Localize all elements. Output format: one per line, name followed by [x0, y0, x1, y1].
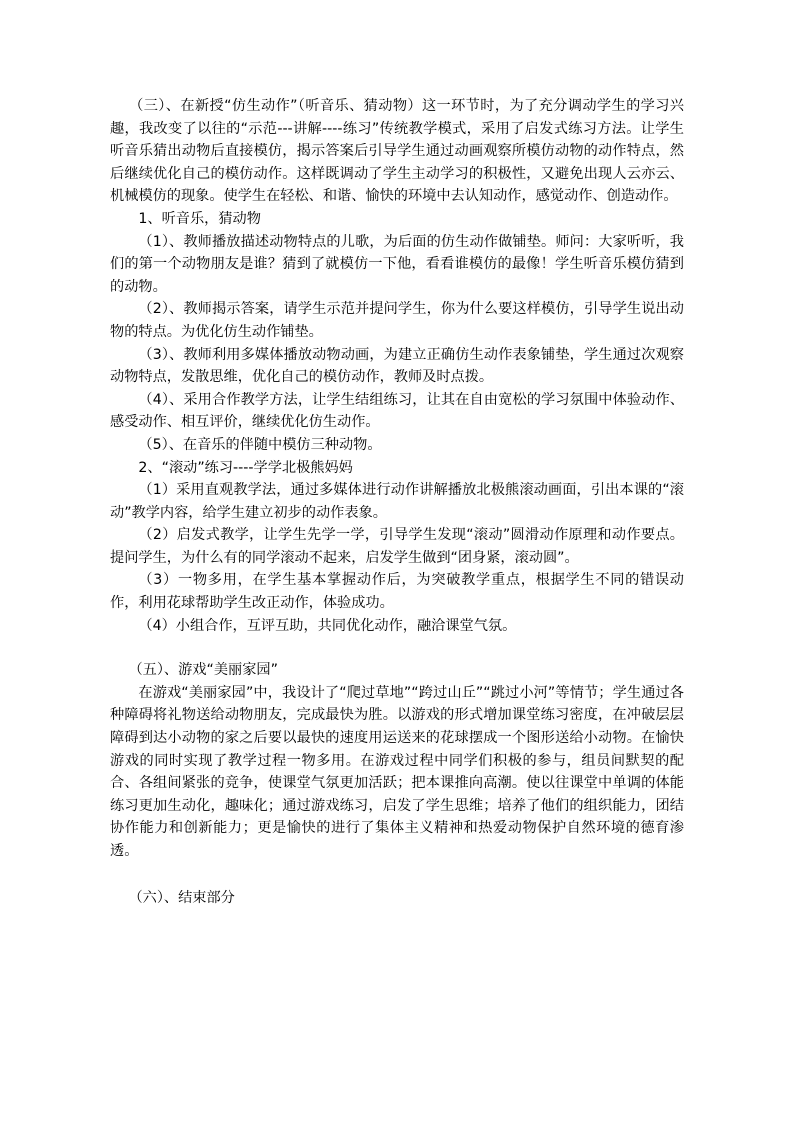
paragraph-rolling-2: （2）启发式教学，让学生先学一学，引导学生发现“滚动”圆滑动作原理和动作要点。提问学生，为什么有的同学滚动不起来，启发学生做到“团身紧，滚动圆”。: [110, 527, 684, 566]
blank-line: [110, 863, 684, 887]
paragraph-step-5: （5）、在音乐的伴随中模仿三种动物。: [138, 436, 382, 453]
blank-line: [110, 637, 684, 659]
paragraph-rolling-1: （1）采用直观教学法，通过多媒体进行动作讲解播放北极熊滚动画面，引出本课的“滚动”教学内容，给学生建立初步的动作表象。: [110, 482, 684, 521]
paragraph-step-1: （1）、教师播放描述动物特点的儿歌，为后面的仿生动作做铺垫。师问：大家听听，我们的第一个动物朋友是谁？猜到了就模仿一下他，看看谁模仿的最像！学生听音乐模仿猜到的动物。: [110, 233, 684, 295]
paragraph-section-five-heading: （五）、游戏“美丽家园”: [128, 662, 278, 679]
paragraph-heading-rolling: 2、“滚动”练习----学学北极熊妈妈: [138, 459, 353, 476]
paragraph-heading-listen-music: 1、听音乐，猜动物: [138, 210, 261, 227]
paragraph-section-six-heading: （六）、结束部分: [128, 889, 235, 906]
paragraph-game-description: 在游戏“美丽家园”中，我设计了“爬过草地”“跨过山丘”“跳过小河”等情节；学生通过各种障碍将礼物送给动物朋友，完成最快为胜。以游戏的形式增加课堂练习密度，在冲破层层障碍到达小动物的家之后要以最快的速度用运送来的花球摆成一个图形送给小动物。在愉快游戏的同时实现了教学过程一物多用。在游戏过程中同学们积极的参与，组员间默契的配合、各组间紧张的竞争，使课堂气氛更加活跃；把本课推向高潮。使以往课堂中单调的体能练习更加生动化，趣味化；通过游戏练习，启发了学生思维；培养了他们的组织能力，团结协作能力和创新能力；更是愉快的进行了集体主义精神和热爱动物保护自然环境的德育渗透。: [110, 684, 684, 859]
paragraph-rolling-3: （3）一物多用，在学生基本掌握动作后，为突破教学重点，根据学生不同的错误动作，利用花球帮助学生改正动作，体验成功。: [110, 572, 684, 612]
paragraph-section-three: （三）、在新授“仿生动作”（听音乐、猜动物）这一环节时，为了充分调动学生的学习兴趣，我改变了以往的“示范---讲解----练习”传统教学模式，采用了启发式练习方法。让学生听音乐猜出动物后直接模仿，揭示答案后引导学生通过动画观察所模仿动物的动作特点，然后继续优化自己的模仿动作。这样既调动了学生主动学习的积极性，又避免出现人云亦云、机械模仿的现象。使学生在轻松、和谐、愉快的环境中去认知动作，感觉动作、创造动作。: [110, 98, 684, 205]
paragraph-step-3: （3）、教师利用多媒体播放动物动画，为建立正确仿生动作表象铺垫，学生通过次观察动物特点，发散思维，优化自己的模仿动作，教师及时点拨。: [110, 346, 684, 386]
paragraph-step-4: （4）、采用合作教学方法，让学生结组练习，让其在自由宽松的学习氛围中体验动作、感受动作、相互评价，继续优化仿生动作。: [110, 391, 684, 431]
paragraph-rolling-4: （4）小组合作，互评互助，共同优化动作，融洽课堂气氛。: [138, 617, 517, 634]
paragraph-step-2: （2）、教师揭示答案，请学生示范并提问学生，你为什么要这样模仿，引导学生说出动物的特点。为优化仿生动作铺垫。: [110, 301, 684, 340]
